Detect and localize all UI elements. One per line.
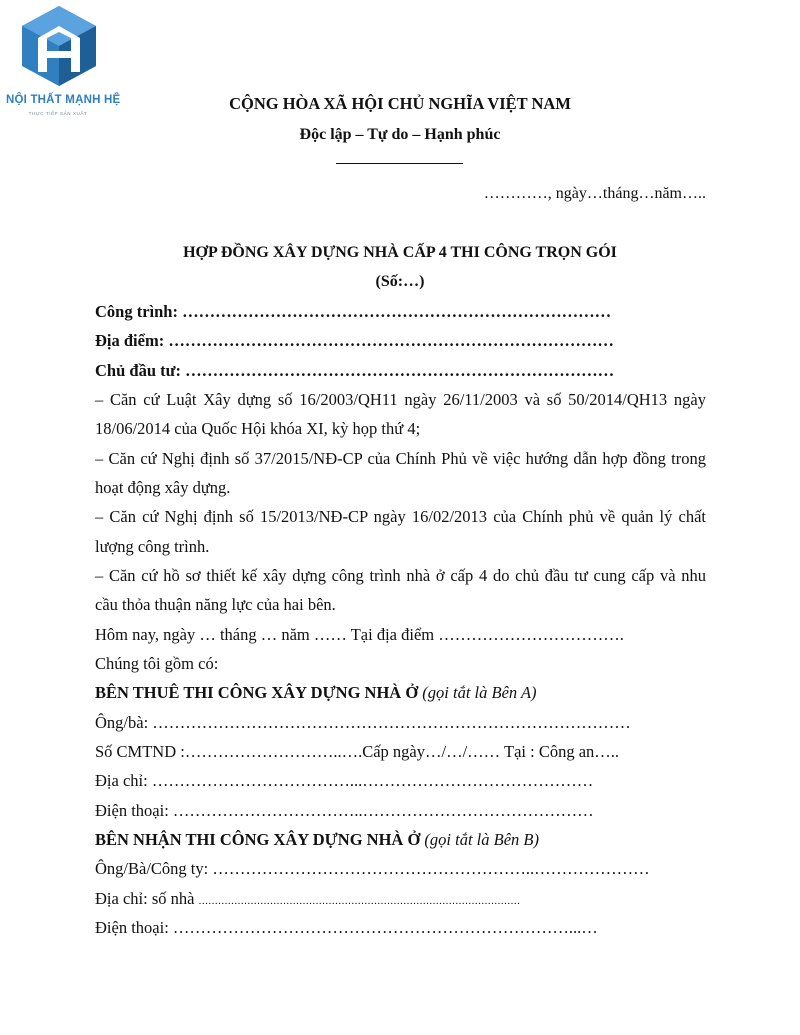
party-b-heading [95, 830, 539, 850]
meeting-line: Hôm nay, ngày … tháng … năm …… Tại địa điểm ……………………………. [95, 625, 624, 644]
national-motto: Độc lập – Tự do – Hạnh phúc [299, 126, 501, 143]
legal-basis-1-line-2: 18/06/2014 của Quốc Hội khóa XI, kỳ họp thứ 4; [95, 419, 421, 438]
party-a-heading-text: BÊN THUÊ THI CÔNG XÂY DỰNG NHÀ Ở [95, 683, 419, 702]
party-b-heading-text: BÊN NHẬN THI CÔNG XÂY DỰNG NHÀ Ở [95, 830, 421, 849]
party-a-address-line: Địa chỉ: ………………………………...…………………………………… [95, 771, 594, 790]
party-b-alias: (gọi tắt là Bên B) [424, 830, 539, 849]
logo-brand-name: NỘI THẤT MẠNH HỆ [6, 94, 121, 106]
project-name-line: Công trình: …………………………………………………………………… [95, 302, 612, 321]
party-a-name-line: Ông/bà: …………………………………………………………………………… [95, 713, 631, 732]
national-title: CỘNG HÒA XÃ HỘI CHỦ NGHĨA VIỆT NAM [229, 94, 571, 113]
party-b-address-line [95, 889, 520, 909]
contract-title: HỢP ĐỒNG XÂY DỰNG NHÀ CẤP 4 THI CÔNG TRỌN GÓI [183, 244, 617, 261]
party-b-address-label: Địa chỉ: số nhà [95, 889, 195, 908]
parties-intro: Chúng tôi gồm có: [95, 654, 219, 673]
logo-tagline: THỰC TIẾP SẢN XUẤT [28, 111, 88, 116]
date-line: …………, ngày…tháng…năm….. [483, 185, 706, 202]
legal-basis-2-line-1: – Căn cứ Nghị định số 37/2015/NĐ-CP của Chính Phủ về việc hướng dẫn hợp đồng trong [95, 449, 706, 468]
project-owner-line: Chủ đầu tư: …………………………………………………………………… [95, 361, 615, 380]
contract-number: (Số:…) [375, 273, 425, 290]
party-b-address-dots: ................................................................................................... [198, 895, 521, 907]
motto-underline [336, 163, 463, 164]
party-b-phone-line: Điện thoại: ………………………………………………………………...… [95, 918, 598, 937]
legal-basis-4-line-1: – Căn cứ hồ sơ thiết kế xây dựng công trình nhà ở cấp 4 do chủ đầu tư cung cấp và nhu [95, 566, 706, 585]
party-a-id-line: Số CMTND :………………………..….Cấp ngày…/…/…… Tại : Công an….. [95, 742, 620, 761]
legal-basis-3-line-1: – Căn cứ Nghị định số 15/2013/NĐ-CP ngày 16/02/2013 của Chính phủ về quản lý chất [95, 507, 706, 526]
project-location-line: Địa điểm: ……………………………………………………………………… [95, 331, 614, 350]
legal-basis-2-line-2: hoạt động xây dựng. [95, 478, 231, 497]
legal-basis-3-line-2: lượng công trình. [95, 537, 210, 556]
legal-basis-1-line-1: – Căn cứ Luật Xây dựng số 16/2003/QH11 ngày 26/11/2003 và số 50/2014/QH13 ngày [95, 390, 706, 409]
party-b-name-line: Ông/Bà/Công ty: …………………………………………………..………………… [95, 859, 650, 878]
party-a-heading [95, 683, 537, 703]
house-logo-icon [20, 4, 98, 88]
party-a-phone-line: Điện thoại: ……………………………..…………………………………… [95, 801, 594, 820]
legal-basis-4-line-2: cầu thỏa thuận năng lực của hai bên. [95, 595, 336, 614]
party-a-alias: (gọi tắt là Bên A) [422, 683, 537, 702]
